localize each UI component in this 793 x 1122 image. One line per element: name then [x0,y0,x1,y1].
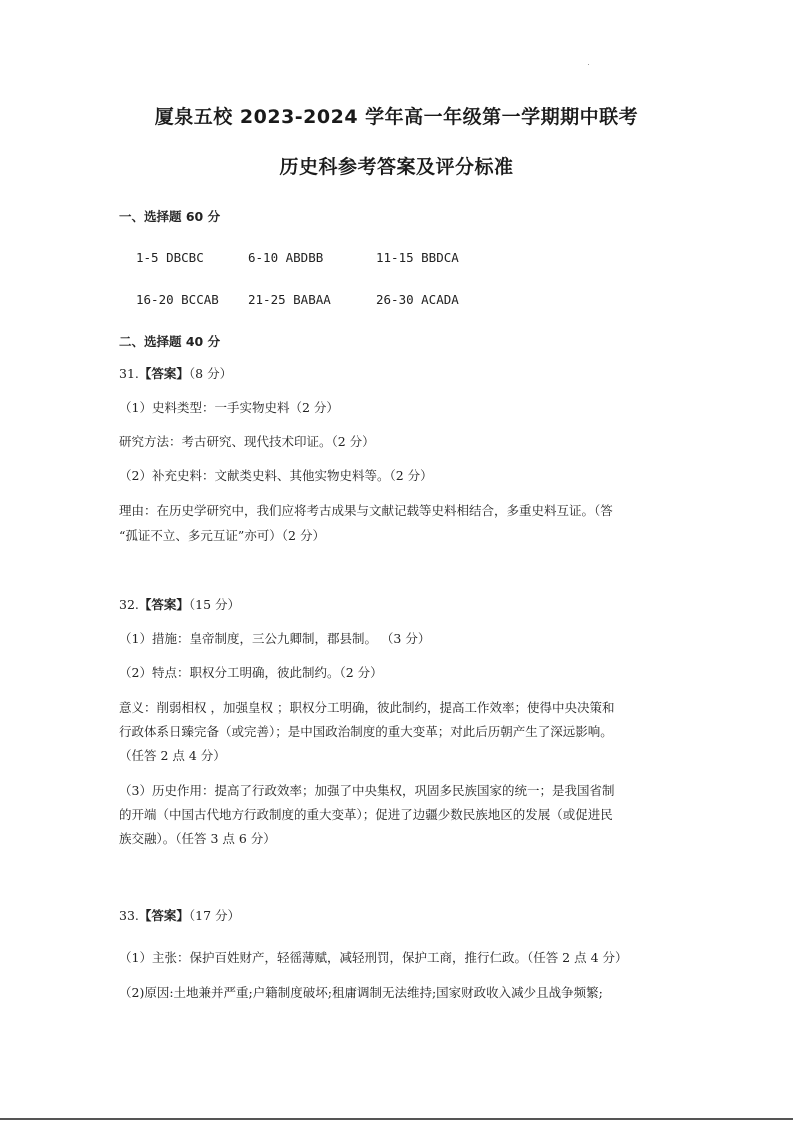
answer-tag: 【答案】 [138,366,189,381]
question-number: 31. [119,366,139,381]
answer-tag: 【答案】 [138,597,189,612]
scan-speck [588,64,589,65]
q31-reason-line: “孤证不立、多元互证”亦可）（2 分） [119,528,325,543]
q32-line: （1）措施：皇帝制度，三公九卿制，郡县制。 （3 分） [119,631,431,646]
q32-meaning-line: 意义：削弱相权 ，加强皇权 ；职权分工明确，彼此制约，提高工作效率；使得中央决策和 [119,700,615,715]
q32-meaning-line: 行政体系日臻完备（或完善）；是中国政治制度的重大变革；对此后历朝产生了深远影响。 [119,724,613,739]
question-31-heading [119,366,232,382]
question-number: 33. [119,908,139,923]
question-score: （8 分） [188,366,233,381]
question-score: （17 分） [188,908,241,923]
answer-group: 6-10 ABDBB [248,250,324,265]
answer-group: 11-15 BBDCA [376,250,459,265]
answer-group: 1-5 DBCBC [136,250,204,265]
section2-heading: 二、选择题 40 分 [119,334,221,349]
q32-effect-line: 的开端（中国古代地方行政制度的重大变革）；促进了边疆少数民族地区的发展（或促进民 [119,807,613,822]
q33-line: （1）主张：保护百姓财产，轻徭薄赋，减轻刑罚，保护工商，推行仁政。（任答 2 点 4 分） [119,950,628,965]
q31-reason-line: 理由：在历史学研究中，我们应将考古成果与文献记载等史料相结合，多重史料互证。（答 [119,503,613,518]
section1-heading: 一、选择题 60 分 [119,209,221,224]
answer-group: 16-20 BCCAB [136,292,219,307]
question-32-heading [119,597,240,613]
question-number: 32. [119,597,139,612]
q31-line: （2）补充史料：文献类史料、其他实物史料等。（2 分） [119,468,433,483]
q32-line: （2）特点：职权分工明确，彼此制约。（2 分） [119,665,383,680]
document-subtitle: 历史科参考答案及评分标准 [279,156,514,178]
document-title: 厦泉五校 2023-2024 学年高一年级第一学期期中联考 [154,106,639,128]
q31-line: 研究方法：考古研究、现代技术印证。（2 分） [119,434,375,449]
answer-group: 21-25 BABAA [248,292,331,307]
q32-effect-line: （3）历史作用：提高了行政效率；加强了中央集权，巩固多民族国家的统一；是我国省制 [119,783,615,798]
q32-meaning-line: （任答 2 点 4 分） [119,748,226,763]
page-bottom-rule [0,1118,793,1120]
question-score: （15 分） [188,597,241,612]
q31-line: （1）史料类型：一手实物史料（2 分） [119,400,339,415]
answer-group: 26-30 ACADA [376,292,459,307]
q33-line: （2)原因:土地兼并严重;户籍制度破坏;租庸调制无法维持;国家财政收入减少且战争频繁; [119,985,603,1000]
q32-effect-line: 族交融）。（任答 3 点 6 分） [119,831,276,846]
answer-tag: 【答案】 [138,908,189,923]
question-33-heading [119,908,240,924]
